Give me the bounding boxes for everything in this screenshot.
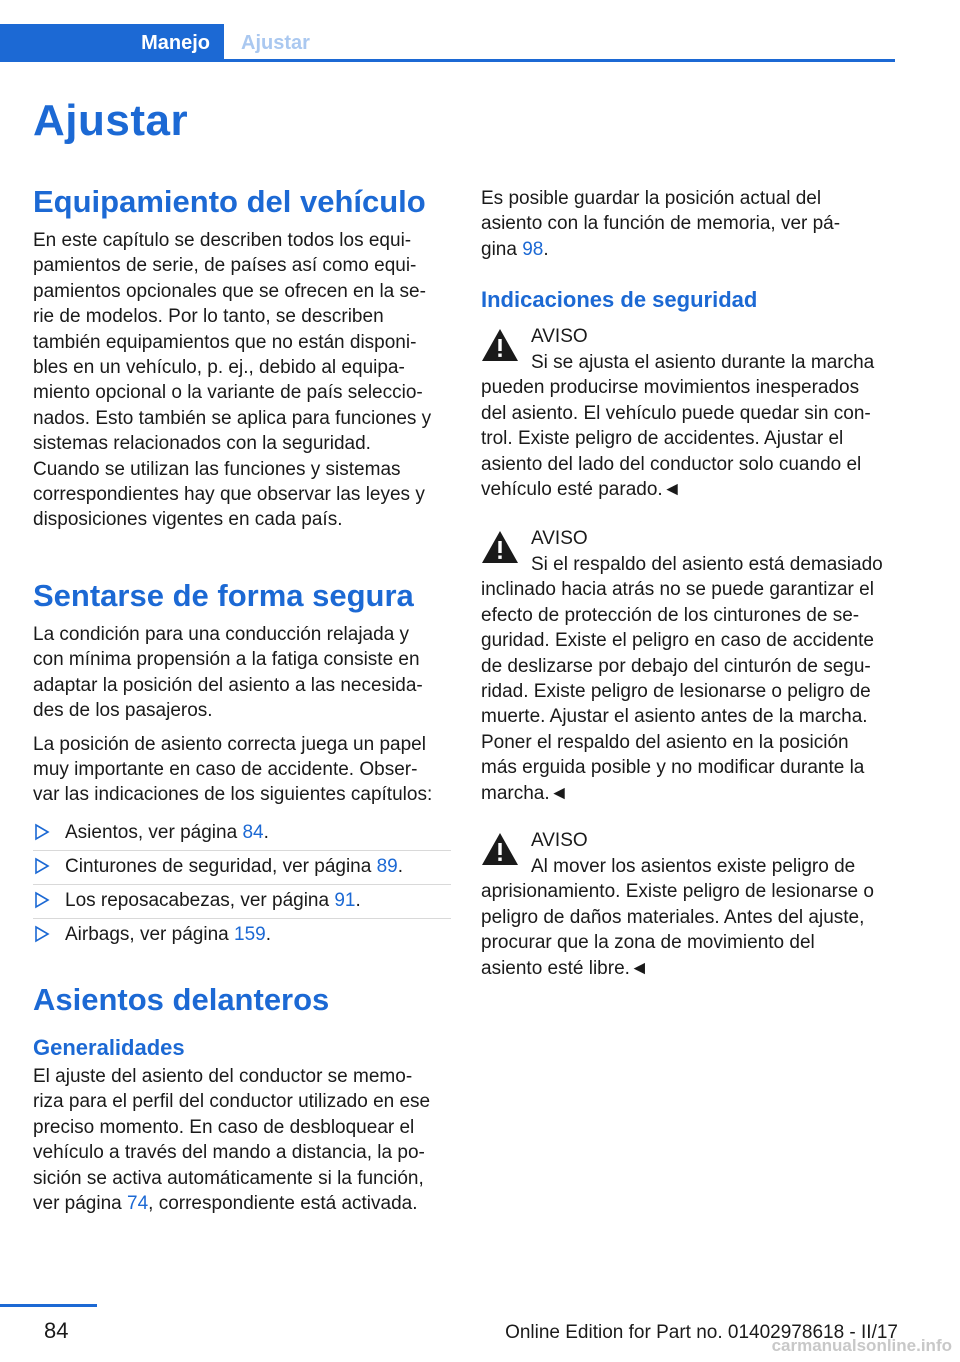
text-line: riza para el perfil del conductor utilizado en ese bbox=[33, 1091, 431, 1113]
warning-label: AVISO bbox=[531, 326, 588, 347]
page-link[interactable]: 98 bbox=[522, 238, 544, 260]
text-line: procurar que la zona de movimiento del bbox=[481, 932, 815, 954]
tab-ajustar[interactable]: Ajustar bbox=[241, 32, 310, 54]
text-line: correspondientes hay que observar las leyes y bbox=[33, 484, 425, 506]
warning-label: AVISO bbox=[531, 830, 588, 851]
list-item-end: . bbox=[397, 855, 404, 877]
text-line: trol. Existe peligro de accidentes. Ajustar el bbox=[481, 428, 844, 450]
text-line: también equipamientos que no están disponi‐ bbox=[33, 331, 417, 353]
text-span: . bbox=[543, 238, 549, 260]
text-line: vehículo esté parado.◄ bbox=[481, 479, 682, 501]
text-line bbox=[481, 854, 899, 879]
text-line: Poner el respaldo del asiento en la posición bbox=[481, 731, 849, 753]
text-span: ver página bbox=[33, 1193, 128, 1215]
heading-asientos: Asientos delanteros bbox=[33, 982, 330, 1017]
text-line: Cuando se utilizan las funciones y sistemas bbox=[33, 458, 401, 480]
text-line: guridad. Existe el peligro en caso de accidente bbox=[481, 630, 874, 652]
footer-rule bbox=[0, 1304, 97, 1307]
header-rule bbox=[0, 59, 895, 62]
text-line: pamientos opcionales que se ofrecen en la se‐ bbox=[33, 280, 426, 302]
text-line: rie de modelos. Por lo tanto, se describen bbox=[33, 306, 384, 328]
page-link[interactable]: 91 bbox=[334, 889, 356, 911]
triangle-right-outline-icon bbox=[33, 823, 51, 841]
text-line: asiento con la función de memoria, ver pá‐ bbox=[481, 213, 841, 235]
subheading-generalidades: Generalidades bbox=[33, 1035, 185, 1060]
text-line: preciso momento. En caso de desbloquear el bbox=[33, 1116, 415, 1138]
text-line: del asiento. El vehículo puede quedar sin con‐ bbox=[481, 402, 871, 424]
list-item-end: . bbox=[265, 923, 271, 945]
triangle-right-outline-icon bbox=[33, 857, 51, 875]
list-item bbox=[33, 854, 451, 888]
text-line: sistemas relacionados con la seguridad. bbox=[33, 433, 371, 455]
text-line: adaptar la posición del asiento a las necesida‐ bbox=[33, 674, 423, 696]
warning-label: AVISO bbox=[531, 528, 588, 549]
warning-body bbox=[481, 854, 899, 981]
tab-manejo[interactable]: Manejo bbox=[0, 24, 224, 62]
text-line: más erguida posible y no modificar durante la bbox=[481, 757, 865, 779]
triangle-right-outline-icon bbox=[33, 925, 51, 943]
warning-body bbox=[481, 350, 899, 502]
sentarse-para2 bbox=[33, 732, 451, 808]
text-line: asiento esté libre.◄ bbox=[481, 957, 649, 979]
list-item-text: Asientos, ver página bbox=[65, 821, 243, 843]
text-line bbox=[481, 552, 899, 577]
text-line: inclinado hacia atrás no se puede garantizar el bbox=[481, 579, 874, 601]
equipamiento-text bbox=[33, 228, 451, 533]
page-link[interactable]: 89 bbox=[376, 855, 398, 877]
text-line: muerte. Ajustar el asiento antes de la marcha. bbox=[481, 706, 868, 728]
heading-equipamiento: Equipamiento del vehículo bbox=[33, 184, 426, 219]
page-link[interactable]: 74 bbox=[127, 1193, 149, 1215]
text-line: muy importante en caso de accidente. Obser‐ bbox=[33, 759, 418, 781]
text-line: ridad. Existe peligro de lesionarse o peligro de bbox=[481, 681, 871, 703]
text-line: pueden producirse movimientos inesperados bbox=[481, 377, 860, 399]
list-item-text: Los reposacabezas, ver página bbox=[65, 889, 335, 911]
text-line: aprisionamiento. Existe peligro de lesionarse o bbox=[481, 881, 874, 903]
edition-text: Online Edition for Part no. 01402978618 - II/17 bbox=[505, 1322, 898, 1343]
text-line: marcha.◄ bbox=[481, 782, 569, 804]
heading-sentarse: Sentarse de forma segura bbox=[33, 578, 414, 613]
warning-body bbox=[481, 552, 899, 806]
text-line: El ajuste del asiento del conductor se memo‐ bbox=[33, 1066, 413, 1087]
section-asientos bbox=[33, 982, 451, 1216]
text-line bbox=[33, 1191, 451, 1216]
page-link[interactable]: 159 bbox=[234, 923, 266, 945]
text-line: miento opcional o la variante de país seleccio‐ bbox=[33, 382, 423, 404]
text-line: Es posible guardar la posición actual del bbox=[481, 188, 822, 209]
text-line: var las indicaciones de los siguientes capítulos: bbox=[33, 784, 433, 806]
list-item-text: Airbags, ver página bbox=[65, 923, 234, 945]
asientos-text bbox=[33, 1064, 451, 1216]
sentarse-para1 bbox=[33, 622, 451, 724]
triangle-right-outline-icon bbox=[33, 891, 51, 909]
text-line: asiento del lado del conductor solo cuando el bbox=[481, 453, 862, 475]
text-span: Si se ajusta el asiento durante la marcha bbox=[531, 352, 875, 373]
list-item bbox=[33, 820, 451, 854]
text-line: de deslizarse por debajo del cinturón de segu‐ bbox=[481, 655, 871, 677]
text-line bbox=[481, 350, 899, 375]
text-line: La posición de asiento correcta juega un papel bbox=[33, 733, 426, 755]
text-line: des de los pasajeros. bbox=[33, 700, 213, 722]
text-line: vehículo a través del mando a distancia, la po‐ bbox=[33, 1142, 425, 1164]
text-line: disposiciones vigentes en cada país. bbox=[33, 509, 343, 531]
text-line: bles en un vehículo, p. ej., debido al equipa‐ bbox=[33, 357, 405, 379]
chapter-header bbox=[0, 24, 895, 62]
text-line: con mínima propensión a la fatiga consiste en bbox=[33, 649, 420, 671]
list-item bbox=[33, 888, 451, 922]
memoria-text bbox=[481, 186, 899, 262]
text-span: gina bbox=[481, 238, 523, 260]
list-item-text: Cinturones de seguridad, ver página bbox=[65, 855, 377, 877]
text-span: , correspondiente está activada. bbox=[148, 1193, 418, 1215]
text-line: nados. Esto también se aplica para funciones y bbox=[33, 407, 432, 429]
chapter-list bbox=[33, 820, 451, 956]
list-item-end: . bbox=[355, 889, 361, 911]
watermark: carmanualsonline.info bbox=[771, 1336, 952, 1355]
page-title: Ajustar bbox=[33, 96, 189, 145]
section-equipamiento bbox=[33, 184, 451, 533]
text-span: Al mover los asientos existe peligro de bbox=[531, 856, 856, 877]
text-line: pamientos de serie, de países así como equi‐ bbox=[33, 255, 417, 277]
page-number: 84 bbox=[44, 1318, 69, 1343]
text-line: La condición para una conducción relajada y bbox=[33, 624, 410, 645]
text-line bbox=[481, 237, 899, 262]
page-link[interactable]: 84 bbox=[242, 821, 264, 843]
text-line: En este capítulo se describen todos los equi‐ bbox=[33, 230, 412, 251]
section-sentarse bbox=[33, 578, 451, 956]
list-item bbox=[33, 922, 451, 956]
list-item-end: . bbox=[263, 821, 269, 843]
text-span: Si el respaldo del asiento está demasiado bbox=[531, 554, 883, 575]
text-line: sición se activa automáticamente si la función, bbox=[33, 1167, 424, 1189]
text-line: peligro de daños materiales. Antes del ajuste, bbox=[481, 906, 865, 928]
divider bbox=[33, 918, 451, 919]
divider bbox=[33, 850, 451, 851]
text-line: efecto de protección de los cinturones de se‐ bbox=[481, 604, 860, 626]
divider bbox=[33, 884, 451, 885]
heading-seguridad: Indicaciones de seguridad bbox=[481, 287, 758, 312]
